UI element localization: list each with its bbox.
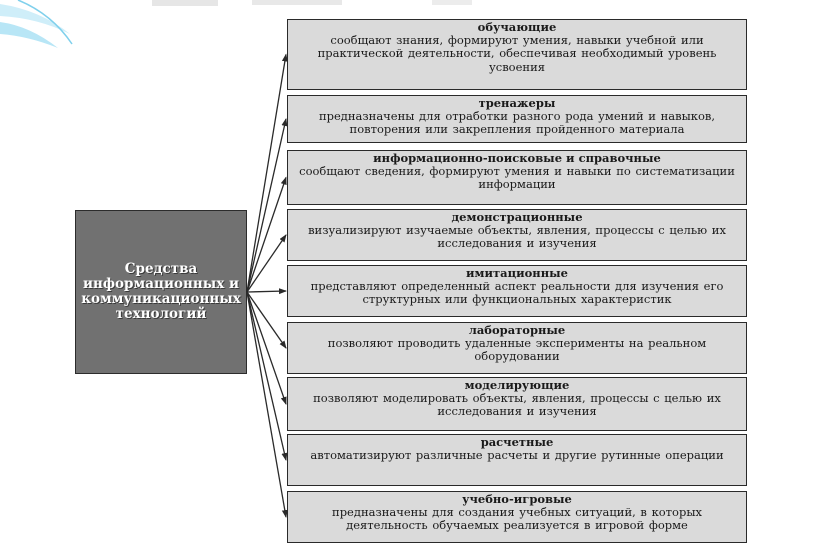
- category-box-informatsionno-poiskovye: [287, 150, 747, 205]
- connector-arrow: [247, 292, 286, 348]
- category-title: учебно-игровые: [462, 492, 572, 506]
- connector-arrow: [247, 235, 286, 292]
- category-description: визуализируют изучаемые объекты, явления, процессы с целью их исследования и изучения: [308, 223, 726, 251]
- category-title: информационно-поисковые и справочные: [373, 151, 661, 165]
- category-title: демонстрационные: [451, 210, 583, 224]
- category-title: лабораторные: [468, 323, 566, 337]
- category-box-laboratornye: [287, 322, 747, 374]
- category-box-uchebno-igrovye: [287, 491, 747, 543]
- category-box-demonstratsionnye: [287, 209, 747, 261]
- category-title: тренажеры: [478, 96, 556, 110]
- central-node-label: Средства информационных и коммуникационных технологий: [81, 261, 241, 322]
- central-node: [75, 210, 247, 374]
- category-title: обучающие: [477, 20, 557, 34]
- category-box-modeliruyushchie: [287, 377, 747, 431]
- connector-arrow: [247, 119, 286, 292]
- category-description: позволяют моделировать объекты, явления, процессы с целью их исследования и изучения: [313, 391, 721, 419]
- connector-arrow: [247, 292, 286, 404]
- category-description: позволяют проводить удаленные эксперименты на реальном оборудовании: [327, 336, 707, 364]
- category-title: имитационные: [465, 266, 568, 280]
- category-description: сообщают сведения, формируют умения и навыки по систематизации информации: [299, 164, 735, 192]
- category-title: моделирующие: [464, 378, 570, 392]
- category-box-raschetnye: [287, 434, 747, 486]
- connector-arrow: [247, 292, 286, 517]
- category-description: предназначены для отработки разного рода умений и навыков, повторения или закрепления пройденного материала: [318, 109, 716, 137]
- category-description: представляют определенный аспект реальности для изучения его структурных или функциональных характеристик: [310, 279, 724, 307]
- connector-arrow: [247, 178, 286, 293]
- connector-arrow: [247, 55, 286, 293]
- category-description: предназначены для создания учебных ситуаций, в которых деятельность обучаемых реализуется в игровой форме: [332, 505, 702, 533]
- category-title: расчетные: [480, 435, 554, 449]
- category-box-trenazhery: [287, 95, 747, 143]
- category-box-imitatsionnye: [287, 265, 747, 317]
- category-box-obuchayushchie: [287, 19, 747, 90]
- category-description: автоматизируют различные расчеты и другие рутинные операции: [310, 448, 724, 462]
- category-description: сообщают знания, формируют умения, навыки учебной или практической деятельности, обеспечивая необходимый уровень усвоения: [317, 33, 717, 74]
- connector-arrow: [247, 292, 286, 460]
- connector-arrow: [247, 291, 286, 292]
